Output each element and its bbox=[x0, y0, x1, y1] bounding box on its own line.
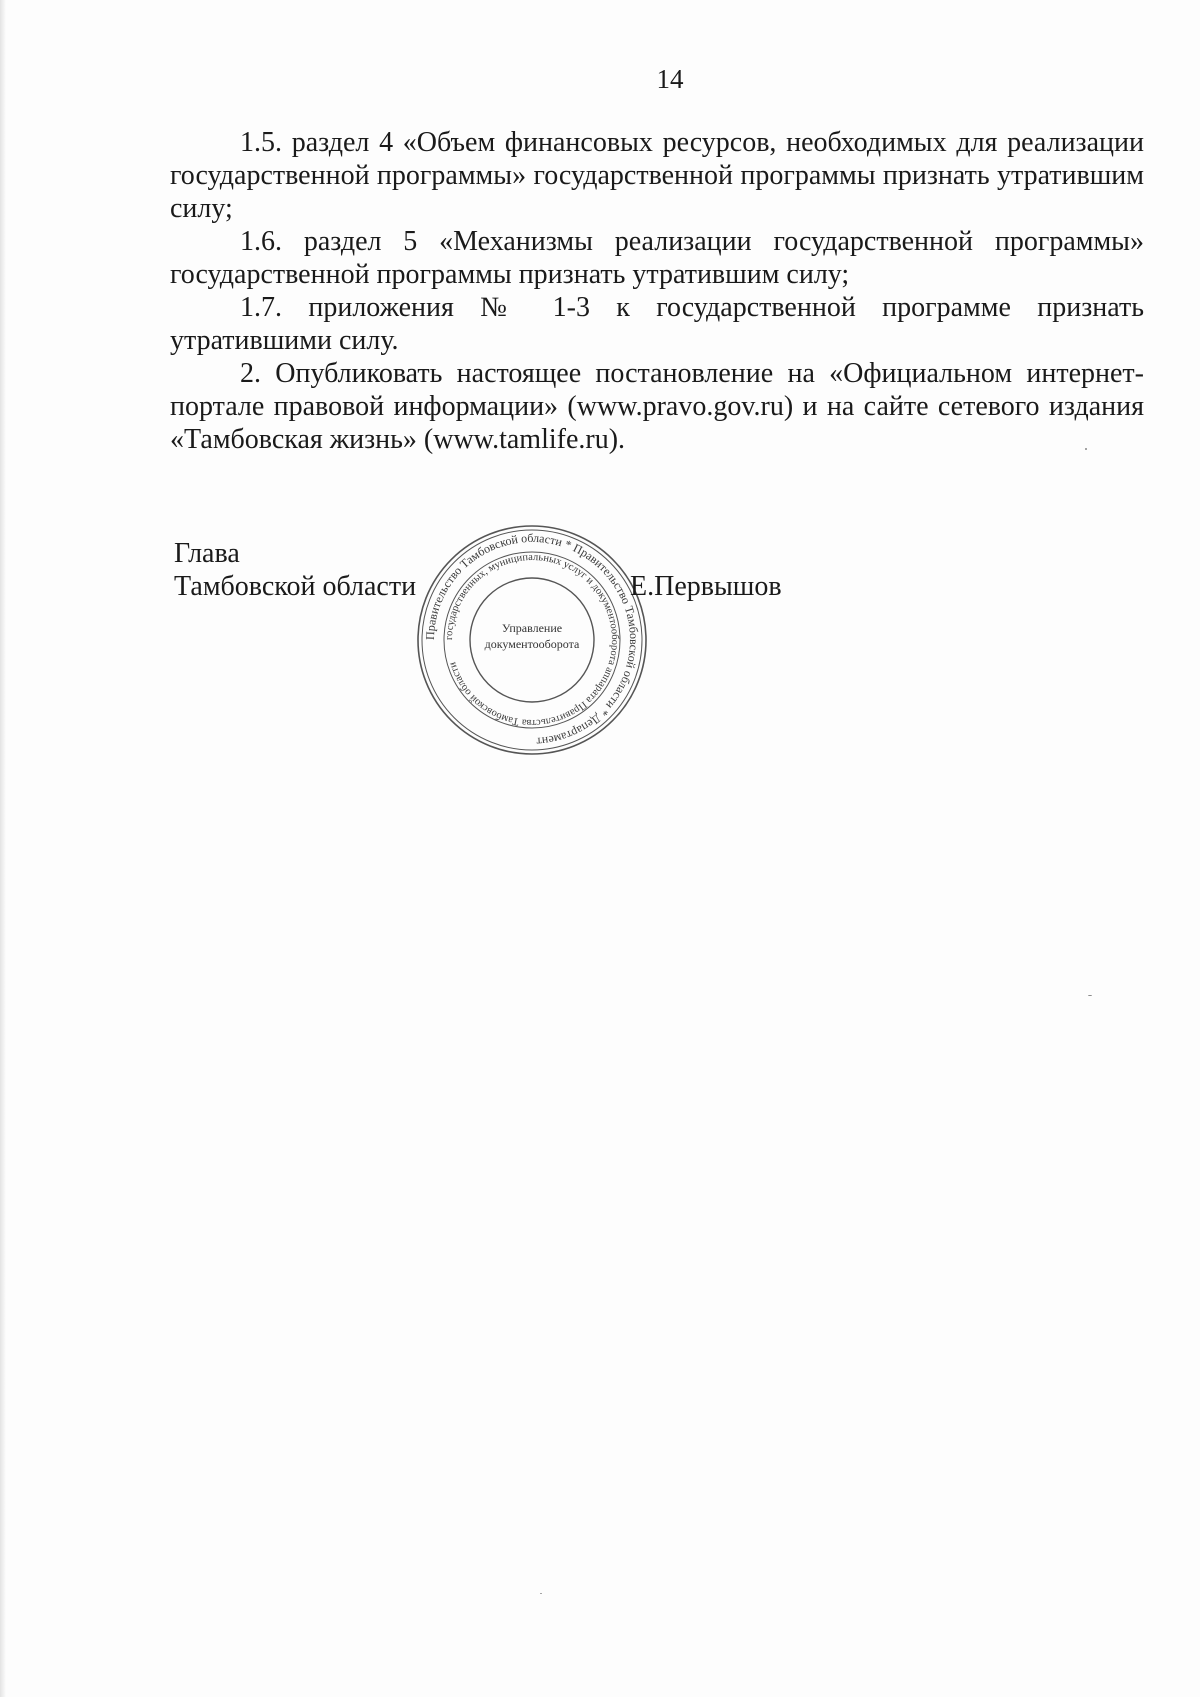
scan-speck bbox=[1085, 448, 1087, 450]
official-seal-stamp bbox=[412, 520, 652, 760]
scan-speck bbox=[1088, 995, 1092, 996]
document-body bbox=[170, 126, 1144, 456]
page-number: 14 bbox=[656, 64, 684, 94]
scan-speck bbox=[540, 1593, 542, 1594]
signatory-title-line2: Тамбовской области bbox=[174, 571, 417, 602]
seal-center-line1: Управление bbox=[501, 621, 563, 635]
paragraph-1-6: 1.6. раздел 5 «Механизмы реализации государственной программы» государственной программы признать утратившим силу; bbox=[170, 226, 1144, 290]
seal-outer-ring-text: Правительство Тамбовской области * Правительство Тамбовской области * Департамент bbox=[422, 530, 642, 749]
signatory-title bbox=[174, 537, 416, 603]
scan-shadow-edge bbox=[0, 0, 6, 1697]
paragraph-1-5: 1.5. раздел 4 «Объем финансовых ресурсов, необходимых для реализации государственной программы» государственной программы признать утратившим силу; bbox=[170, 127, 1144, 224]
signatory-title-line1: Глава bbox=[174, 538, 240, 569]
paragraph-2-publish: 2. Опубликовать настоящее постановление на «Официальном интернет-портале правовой информации» (www.pravo.gov.ru) и на сайте сетевого издания «Тамбовская жизнь» (www.tamlife.ru). bbox=[170, 358, 1144, 455]
seal-center-line2: документооборота bbox=[484, 637, 580, 651]
seal-center-text bbox=[472, 620, 592, 652]
signatory-name: Е.Первышов bbox=[630, 571, 782, 602]
seal-middle-ring-text: государственных, муниципальных услуг и документооборота аппарата Правительства Тамбовской области bbox=[443, 551, 621, 729]
paragraph-1-7: 1.7. приложения № 1-3 к государственной программе признать утратившими силу. bbox=[170, 292, 1144, 356]
